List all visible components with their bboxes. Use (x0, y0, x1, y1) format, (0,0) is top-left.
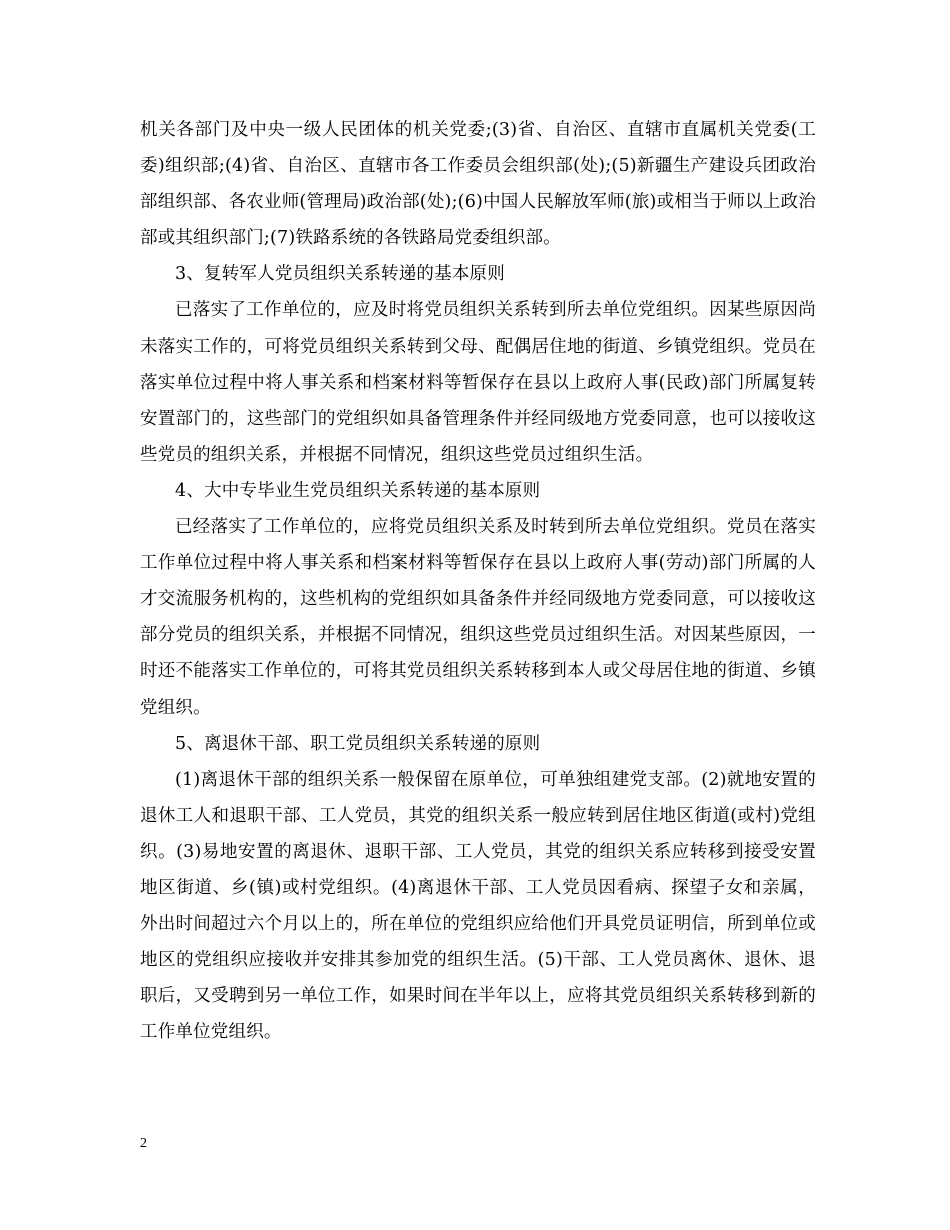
paragraph: 已落实了工作单位的，应及时将党员组织关系转到所去单位党组织。因某些原因尚未落实工作的，可将党员组织关系转到父母、配偶居住地的街道、乡镇党组织。党员在落实单位过程中将人事关系和档案材料等暂保存在县以上政府人事(民政)部门所属复转安置部门的，这些部门的党组织如具备管理条件并经同级地方党委同意，也可以接收这些党员的组织关系，并根据不同情况，组织这些党员过组织生活。 (140, 300, 816, 465)
paragraph: (1)离退休干部的组织关系一般保留在原单位，可单独组建党支部。(2)就地安置的退休工人和退职干部、工人党员，其党的组织关系一般应转到居住地区街道(或村)党组织。(3)易地安置的离退休、退职干部、工人党员，其党的组织关系应转移到接受安置地区街道、乡(镇)或村党组织。(4)离退休干部、工人党员因看病、探望子女和亲属，外出时间超过六个月以上的，所在单位的党组织应给他们开具党员证明信，所到单位或地区的党组织应接收并安排其参加党的组织生活。(5)干部、工人党员离休、退休、退职后，又受聘到另一单位工作，如果时间在半年以上，应将其党员组织关系转移到新的工作单位党组织。 (140, 769, 816, 1043)
document-body (140, 112, 816, 1050)
page-number: 2 (140, 1136, 147, 1151)
section-heading: 4、大中专毕业生党员组织关系转递的基本原则 (175, 480, 541, 501)
paragraph: 已经落实了工作单位的，应将党员组织关系及时转到所去单位党组织。党员在落实工作单位过程中将人事关系和档案材料等暂保存在县以上政府人事(劳动)部门所属的人才交流服务机构的，这些机构的党组织如具备条件并经同级地方党委同意，可以接收这部分党员的组织关系，并根据不同情况，组织这些党员过组织生活。对因某些原因，一时还不能落实工作单位的，可将其党员组织关系转移到本人或父母居住地的街道、乡镇党组织。 (140, 517, 816, 718)
section-heading: 3、复转军人党员组织关系转递的基本原则 (175, 264, 505, 285)
section-heading: 5、离退休干部、职工党员组织关系转递的原则 (175, 733, 541, 754)
paragraph: 机关各部门及中央一级人民团体的机关党委;(3)省、自治区、直辖市直属机关党委(工委)组织部;(4)省、自治区、直辖市各工作委员会组织部(处);(5)新疆生产建设兵团政治部组织部、各农业师(管理局)政治部(处);(6)中国人民解放军师(旅)或相当于师以上政治部或其组织部门;(7)铁路系统的各铁路局党委组织部。 (140, 120, 816, 249)
